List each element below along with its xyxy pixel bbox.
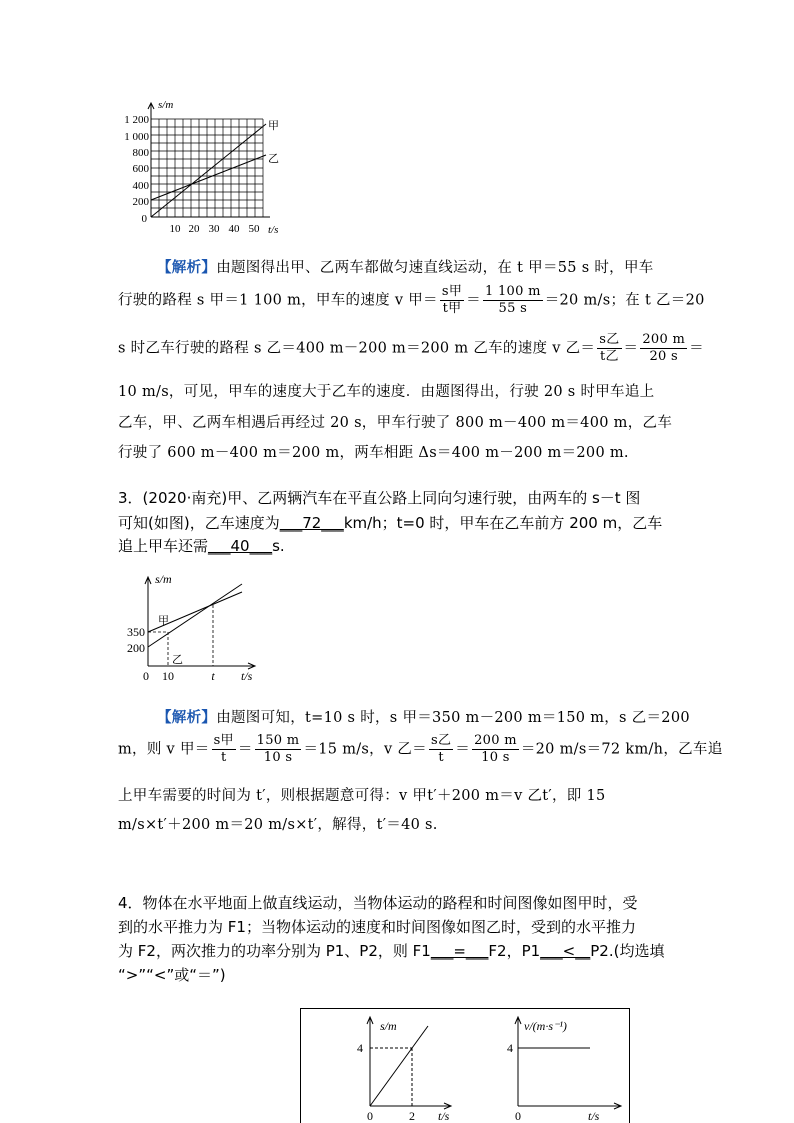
x-tick: 2 xyxy=(409,1109,415,1123)
question-4-line-1: 4．物体在水平地面上做直线运动，当物体运动的路程和时间图像如图甲时，受 xyxy=(118,894,638,912)
y-tick: 200 xyxy=(132,196,149,208)
y-tick: 200 xyxy=(127,641,145,655)
fraction: $\frac{150 m}{10 s}$ xyxy=(256,733,300,765)
solution-2-line-4: 10 m/s，可见，甲车的速度大于乙车的速度．由题图得出，行驶 20 s 时甲车追上 xyxy=(118,384,655,400)
analysis-tag: 【解析】 xyxy=(157,710,217,726)
y-tick: 1 200 xyxy=(124,114,149,126)
fraction: $\frac{200 m}{20 s}$ xyxy=(642,332,686,364)
y-tick: 4 xyxy=(507,1041,513,1055)
label-jia: 甲 xyxy=(268,120,279,132)
solution-3-line-4: m/s×t′＋200 m＝20 m/s×t′，解得，t′＝40 s. xyxy=(118,817,438,833)
y-axis-label: v/(m·s⁻¹) xyxy=(524,1019,567,1033)
x-tick: 30 xyxy=(208,223,220,235)
y-tick: 4 xyxy=(357,1041,363,1055)
answer-blank: ___40___ xyxy=(208,537,273,555)
y-tick: 600 xyxy=(132,163,149,175)
answer-blank: ___<__ xyxy=(540,942,591,960)
solution-3-line-2: m，则 v 甲＝ $\frac{\text{s甲}}{t}$ ＝ $\frac{150 m}{10 s}$ ＝15 m/s，v 乙＝ $\frac{\text{s乙}}{t}$ ＝ $\frac{200 m}{10 s}$ ＝20 m/s＝72 km/h，乙车追 xyxy=(118,733,723,765)
question-4-line-4: “>”“<”或“＝”) xyxy=(118,966,226,984)
solution-2-line-6: 行驶了 600 m－400 m＝200 m，两车相距 Δs＝400 m－200 m＝200 m. xyxy=(118,445,629,461)
answer-blank: ___=___ xyxy=(430,942,489,960)
y-axis-label: s/m xyxy=(380,1019,397,1033)
x-tick: t xyxy=(211,669,215,683)
line-yi xyxy=(151,155,266,200)
origin-label: 0 xyxy=(141,213,147,225)
st-graph-2 xyxy=(114,568,264,686)
x-axis-label: t/s xyxy=(241,669,253,683)
x-tick: 20 xyxy=(188,223,200,235)
fraction: $\frac{\text{s乙}}{t}$ xyxy=(430,733,452,765)
solution-2-line-1: 【解析】由题图得出甲、乙两车都做匀速直线运动，在 t 甲＝55 s 时，甲车 xyxy=(157,260,654,276)
fraction: $\frac{\text{s乙}}{\text{t乙}}$ xyxy=(599,332,620,364)
y-tick: 400 xyxy=(132,180,149,192)
y-tick: 800 xyxy=(132,147,149,159)
x-tick: 50 xyxy=(248,223,260,235)
x-axis-label: t/s xyxy=(588,1109,600,1123)
y-axis-label: s/m xyxy=(158,99,174,111)
st-graph-1 xyxy=(118,96,288,236)
solution-2-line-3: s 时乙车行驶的路程 s 乙＝400 m－200 m＝200 m 乙车的速度 v 乙＝ $\frac{\text{s乙}}{\text{t乙}}$ ＝ $\frac{200 m}{20 s}$ ＝ xyxy=(118,332,704,364)
y-tick: 1 000 xyxy=(124,131,149,143)
fraction: $\frac{\text{s甲}}{t}$ xyxy=(213,733,234,765)
fraction: $\frac{1 100 m}{55 s}$ xyxy=(484,284,541,316)
y-tick: 350 xyxy=(127,625,145,639)
y-axis-label: s/m xyxy=(155,572,172,586)
x-tick: 0 xyxy=(367,1109,373,1123)
x-axis-label: t/s xyxy=(268,224,279,236)
x-tick: 0 xyxy=(515,1109,521,1123)
solution-3-line-3: 上甲车需要的时间为 t′，则根据题意可得：v 甲t′＋200 m＝v 乙t′，即 15 xyxy=(118,788,606,804)
solution-2-line-2: 行驶的路程 s 甲＝1 100 m，甲车的速度 v 甲＝ $\frac{\text{s甲}}{\text{t甲}}$ ＝ $\frac{1 100 m}{55 s}$ ＝20 m/s；在 t 乙＝20 xyxy=(118,284,705,316)
fraction: $\frac{200 m}{10 s}$ xyxy=(474,733,517,765)
label-yi: 乙 xyxy=(268,153,279,165)
label-yi: 乙 xyxy=(172,654,183,666)
x-tick: 10 xyxy=(162,669,174,683)
x-axis-label: t/s xyxy=(438,1109,450,1123)
answer-blank: ___72___ xyxy=(279,514,344,532)
x-tick: 0 xyxy=(143,669,149,683)
fraction: $\frac{\text{s甲}}{\text{t甲}}$ xyxy=(441,284,463,316)
x-tick: 10 xyxy=(169,223,181,235)
question-3-line-2: 可知(如图)，乙车速度为___72___km/h；t=0 时，甲车在乙车前方 200 m，乙车 xyxy=(118,514,663,532)
motion-graphs-frame xyxy=(300,1008,630,1123)
question-3-line-1: 3．(2020·南充)甲、乙两辆汽车在平直公路上同向匀速行驶，由两车的 s－t 图 xyxy=(118,489,641,507)
label-jia: 甲 xyxy=(158,615,169,627)
solution-3-line-1: 【解析】由题图可知，t=10 s 时，s 甲＝350 m－200 m＝150 m，s 乙＝200 xyxy=(157,710,690,726)
solution-2-line-5: 乙车，甲、乙两车相遇后再经过 20 s，甲车行驶了 800 m－400 m＝400 m，乙车 xyxy=(118,415,673,431)
line-jia xyxy=(151,124,266,217)
x-tick: 40 xyxy=(228,223,240,235)
analysis-tag: 【解析】 xyxy=(157,260,217,276)
question-3-line-3: 追上甲车还需___40___s. xyxy=(118,537,285,555)
question-4-line-2: 到的水平推力为 F1；当物体运动的速度和时间图像如图乙时，受到的水平推力 xyxy=(118,918,636,936)
question-4-line-3: 为 F2，两次推力的功率分别为 P1、P2，则 F1___=___F2，P1___<__P2.(均选填 xyxy=(118,942,665,960)
grid xyxy=(151,119,263,217)
